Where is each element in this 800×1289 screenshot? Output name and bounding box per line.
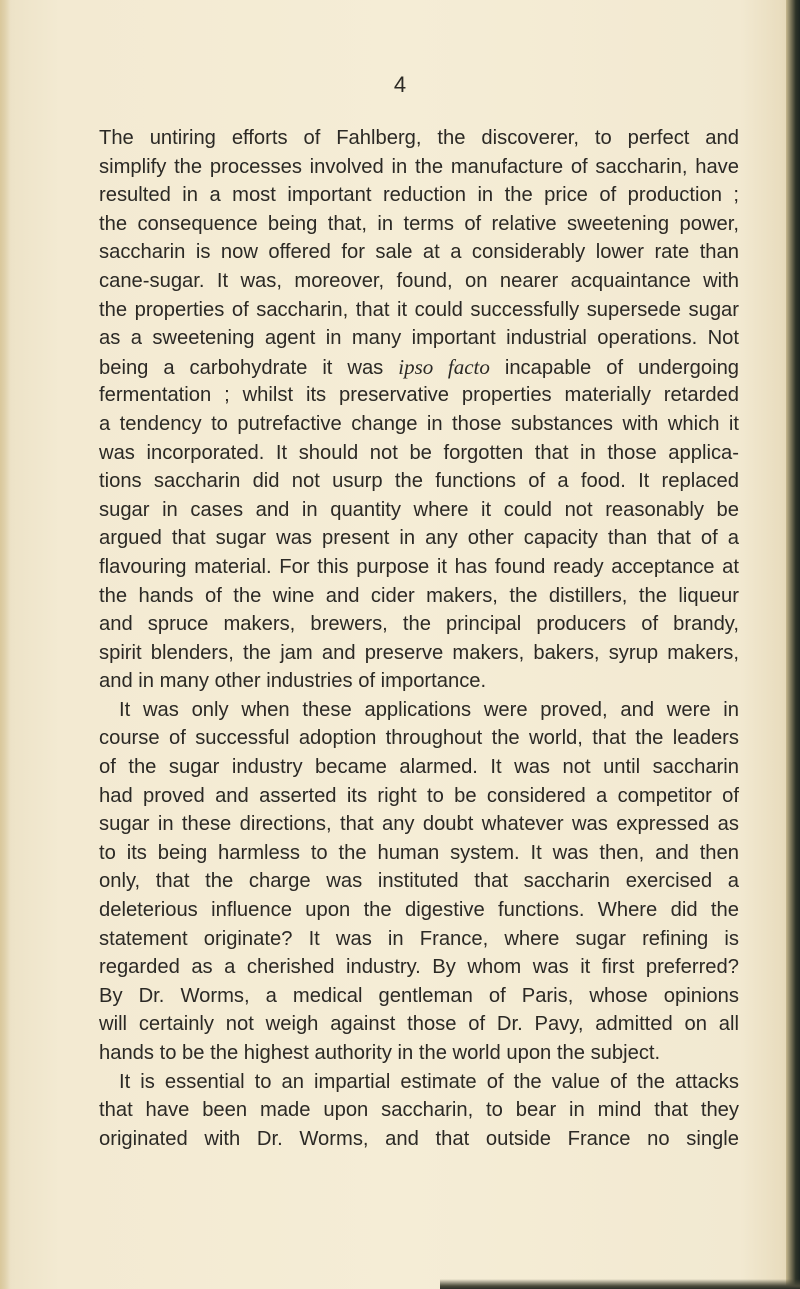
text-line: sugar in cases and in quantity where it could not reasonably be [99, 498, 739, 521]
page-left-shadow [0, 0, 10, 1289]
text-line: the consequence being that, in terms of relative sweetening power, [99, 212, 739, 235]
italic-phrase: ipso facto [398, 354, 490, 379]
text-line: originated with Dr. Worms, and that outside France no single [99, 1127, 739, 1150]
text-fragment: incapable of undergoing [504, 356, 740, 379]
text-line: to its being harmless to the human system. It was then, and then [99, 841, 739, 864]
text-line: cane-sugar. It was, moreover, found, on nearer acquaintance with [99, 269, 739, 292]
text-line: was incorporated. It should not be forgotten that in those applica- [99, 441, 739, 464]
text-line: argued that sugar was present in any other capacity than that of a [99, 527, 739, 550]
text-line: only, that the charge was instituted that saccharin exercised a [99, 870, 739, 893]
text-line: fermentation ; whilst its preservative properties materially retarded [99, 384, 739, 407]
text-line: will certainly not weigh against those of Dr. Pavy, admitted on all [99, 1013, 739, 1036]
text-line: flavouring material. For this purpose it has found ready acceptance at [99, 555, 739, 578]
text-line: The untiring efforts of Fahlberg, the discoverer, to perfect and [99, 127, 739, 149]
text-line: the hands of the wine and cider makers, the distillers, the liqueur [99, 584, 739, 607]
text-fragment: being a carbohydrate it was [99, 356, 384, 379]
text-line: spirit blenders, the jam and preserve makers, bakers, syrup makers, [99, 641, 739, 664]
text-line: that have been made upon saccharin, to bear in mind that they [99, 1099, 739, 1122]
text-line: had proved and asserted its right to be considered a competitor of [99, 784, 739, 807]
text-line: deleterious influence upon the digestive functions. Where did the [99, 899, 739, 922]
text-line: a tendency to putrefactive change in those substances with which it [99, 412, 739, 435]
text-line-with-italic [99, 353, 739, 382]
text-line: and spruce makers, brewers, the principal producers of brandy, [99, 613, 739, 636]
body-text [99, 124, 739, 1153]
text-line: as a sweetening agent in many important industrial operations. Not [99, 327, 739, 350]
text-line: tions saccharin did not usurp the functions of a food. It replaced [99, 470, 739, 493]
page-number: 4 [393, 72, 407, 97]
text-line: sugar in these directions, that any doubt whatever was expressed as [99, 813, 739, 836]
text-line: saccharin is now offered for sale at a considerably lower rate than [99, 241, 739, 264]
page-right-edge [786, 0, 800, 1289]
text-line: the properties of saccharin, that it could successfully supersede sugar [99, 298, 739, 321]
text-line: hands to be the highest authority in the world upon the subject. [99, 1042, 661, 1064]
text-line: of the sugar industry became alarmed. It was not until saccharin [99, 756, 739, 779]
page-bottom-edge [440, 1279, 800, 1289]
text-line: It is essential to an impartial estimate of the value of the attacks [119, 1070, 739, 1093]
text-line: and in many other industries of importance. [99, 670, 487, 693]
text-line: course of successful adoption throughout the world, that the leaders [99, 727, 739, 750]
text-line: simplify the processes involved in the manufacture of saccharin, have [99, 155, 739, 178]
text-line: statement originate? It was in France, where sugar refining is [99, 927, 739, 950]
text-line: regarded as a cherished industry. By whom was it first preferred? [99, 956, 739, 979]
text-line: By Dr. Worms, a medical gentleman of Paris, whose opinions [99, 984, 739, 1007]
text-line: It was only when these applications were proved, and were in [119, 698, 739, 721]
text-line: resulted in a most important reduction in the price of production ; [99, 184, 739, 207]
